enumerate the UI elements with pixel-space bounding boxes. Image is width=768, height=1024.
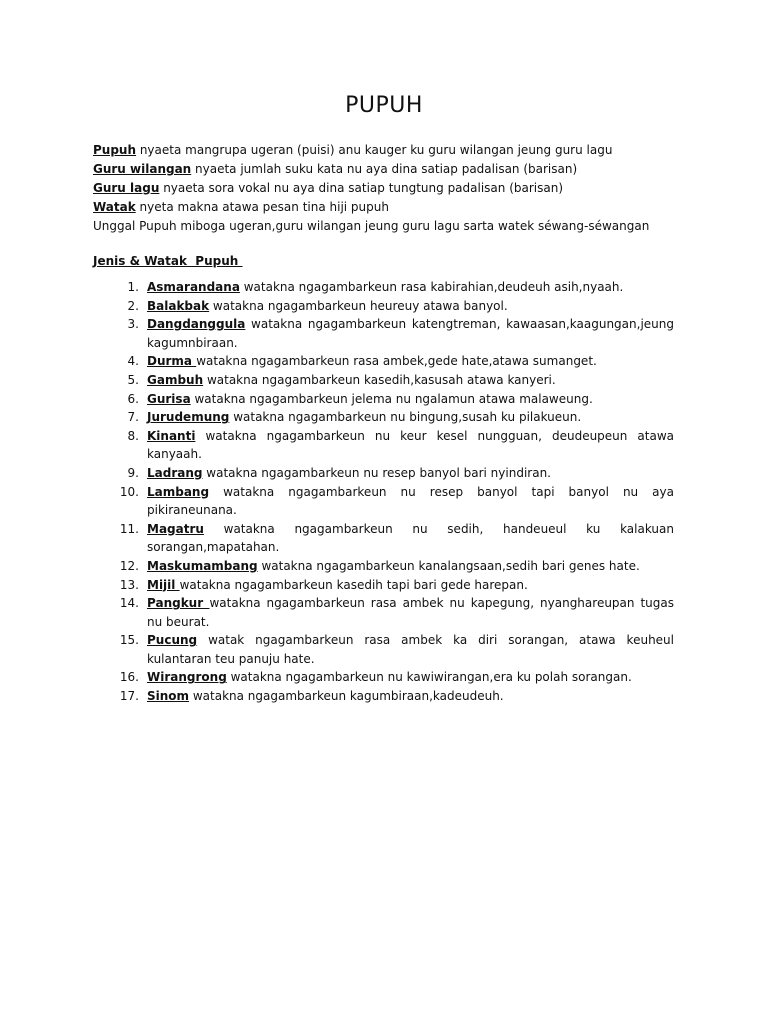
pupuh-name: Jurudemung: [147, 410, 230, 425]
pupuh-name: Gurisa: [147, 391, 191, 406]
pupuh-description: watakna ngagambarkeun nu keur kesel nungguan, deudeupeun atawa kanyaah.: [147, 428, 674, 462]
list-item-number: 7.: [127, 410, 139, 425]
definition-text: nyaeta sora vokal nu aya dina satiap tungtung padalisan (barisan): [159, 181, 564, 195]
pupuh-description: watakna ngagambarkeun nu resep banyol bari nyindiran.: [202, 465, 551, 480]
pupuh-name: Maskumambang: [147, 558, 258, 573]
list-item-text: [147, 594, 674, 631]
list-item-text: [147, 520, 674, 557]
pupuh-description: watakna ngagambarkeun rasa kabirahian,deudeuh asih,nyaah.: [239, 280, 624, 294]
pupuh-name: Ladrang: [147, 465, 203, 480]
pupuh-description: watakna ngagambarkeun nu sedih, handeueul ku kalakuan sorangan,mapatahan.: [147, 521, 674, 555]
definition-term: Guru lagu: [93, 181, 160, 195]
pupuh-description: watakna ngagambarkeun nu kawiwirangan,era ku polah sorangan.: [226, 670, 632, 685]
definition-text: nyaeta jumlah suku kata nu aya dina satiap padalisan (barisan): [191, 162, 578, 176]
pupuh-description: watakna ngagambarkeun jelema nu ngalamun atawa malaweung.: [190, 391, 593, 406]
list-item-number: 4.: [127, 354, 139, 369]
pupuh-name: Gambuh: [147, 372, 204, 387]
list-item-text: [147, 278, 674, 297]
pupuh-description: watakna ngagambarkeun rasa ambek nu kapegung, nyanghareupan tugas nu beurat.: [147, 596, 674, 629]
list-item: [93, 390, 674, 409]
list-item-number: 1.: [127, 280, 139, 294]
definition-text: nyeta makna atawa pesan tina hiji pupuh: [135, 200, 389, 214]
pupuh-name: Pangkur: [147, 596, 210, 611]
definition-pupuh: [93, 141, 683, 160]
list-item-number: 16.: [119, 670, 139, 685]
list-item-number: 11.: [119, 521, 139, 536]
list-item: [93, 278, 674, 297]
list-item-text: [147, 427, 674, 464]
pupuh-description: watakna ngagambarkeun nu bingung,susah ku pilakueun.: [229, 410, 582, 425]
pupuh-name: Asmarandana: [147, 280, 240, 294]
pupuh-description: watakna ngagambarkeun kagumbiraan,kadeudeuh.: [189, 689, 504, 704]
definition-term: Pupuh: [93, 143, 137, 157]
list-item-text: [147, 668, 674, 687]
pupuh-list: [93, 278, 674, 706]
pupuh-description: watakna ngagambarkeun rasa ambek,gede hate,atawa sumanget.: [196, 354, 597, 369]
list-item-text: [147, 687, 674, 706]
list-item-text: [147, 371, 674, 390]
pupuh-description: watakna ngagambarkeun nu resep banyol tapi banyol nu aya pikiraneunana.: [147, 484, 674, 518]
list-item: [93, 408, 674, 427]
list-item-text: [147, 557, 674, 576]
list-item: [93, 668, 674, 687]
pupuh-name: Lambang: [147, 484, 210, 499]
list-item: [93, 520, 674, 557]
list-item-number: 13.: [119, 577, 139, 592]
list-item: [93, 297, 674, 316]
definition-watak: [93, 198, 683, 217]
list-item-number: 5.: [127, 372, 139, 387]
list-item: [93, 464, 674, 483]
definition-summary: [93, 217, 683, 236]
list-item: [93, 594, 674, 631]
list-item: [93, 631, 674, 668]
list-item-text: [147, 315, 674, 352]
pupuh-description: watakna ngagambarkeun kanalangsaan,sedih bari genes hate.: [257, 558, 640, 573]
definition-text: Unggal Pupuh miboga ugeran,guru wilangan jeung guru lagu sarta watek séwang-séwangan: [93, 219, 650, 233]
list-item: [93, 483, 674, 520]
list-item-number: 10.: [119, 484, 139, 499]
pupuh-name: Balakbak: [147, 298, 210, 313]
list-item-text: [147, 576, 674, 595]
list-item: [93, 371, 674, 390]
page-title: PUPUH: [345, 93, 423, 118]
pupuh-name: Pucung: [147, 633, 198, 648]
list-item: [93, 576, 674, 595]
pupuh-description: watakna ngagambarkeun heureuy atawa banyol.: [209, 298, 508, 313]
list-item-text: [147, 464, 674, 483]
list-item: [93, 687, 674, 706]
definition-guru-wilangan: [93, 160, 683, 179]
pupuh-description: watak ngagambarkeun rasa ambek ka diri sorangan, atawa keuheul kulantaran teu panuju hate.: [147, 633, 674, 666]
list-item-number: 2.: [127, 298, 139, 313]
list-item-text: [147, 390, 674, 409]
list-item: [93, 315, 674, 352]
list-item-text: [147, 631, 674, 668]
list-item-text: [147, 352, 674, 371]
list-item-number: 9.: [127, 465, 139, 480]
list-item: [93, 352, 674, 371]
list-item-number: 12.: [119, 558, 139, 573]
list-item: [93, 427, 674, 464]
list-item-number: 15.: [119, 633, 139, 648]
list-item-text: [147, 408, 674, 427]
pupuh-name: Mijil: [147, 577, 180, 592]
definition-guru-lagu: [93, 179, 683, 198]
list-item-text: [147, 483, 674, 520]
pupuh-description: watakna ngagambarkeun kasedih tapi bari gede harepan.: [179, 577, 528, 592]
pupuh-name: Kinanti: [147, 428, 196, 443]
list-item-number: 3.: [127, 317, 139, 332]
list-item-number: 8.: [127, 428, 139, 443]
pupuh-name: Durma: [147, 354, 197, 369]
list-item-number: 17.: [119, 689, 139, 704]
list-item-text: [147, 297, 674, 316]
definition-text: nyaeta mangrupa ugeran (puisi) anu kauger ku guru wilangan jeung guru lagu: [136, 143, 613, 157]
definitions-block: [93, 141, 683, 236]
pupuh-name: Sinom: [147, 689, 190, 704]
pupuh-name: Magatru: [147, 521, 204, 536]
pupuh-description: watakna ngagambarkeun kasedih,kasusah atawa kanyeri.: [203, 372, 556, 387]
definition-term: Watak: [93, 200, 136, 214]
pupuh-description: watakna ngagambarkeun katengtreman, kawaasan,kaagungan,jeung kagumnbiraan.: [147, 317, 674, 350]
section-heading: Jenis & Watak Pupuh: [93, 254, 243, 268]
list-item: [93, 557, 674, 576]
list-item-number: 6.: [127, 391, 139, 406]
list-item-number: 14.: [119, 596, 139, 611]
pupuh-name: Wirangrong: [147, 670, 227, 685]
pupuh-name: Dangdanggula: [147, 317, 246, 332]
definition-term: Guru wilangan: [93, 162, 192, 176]
